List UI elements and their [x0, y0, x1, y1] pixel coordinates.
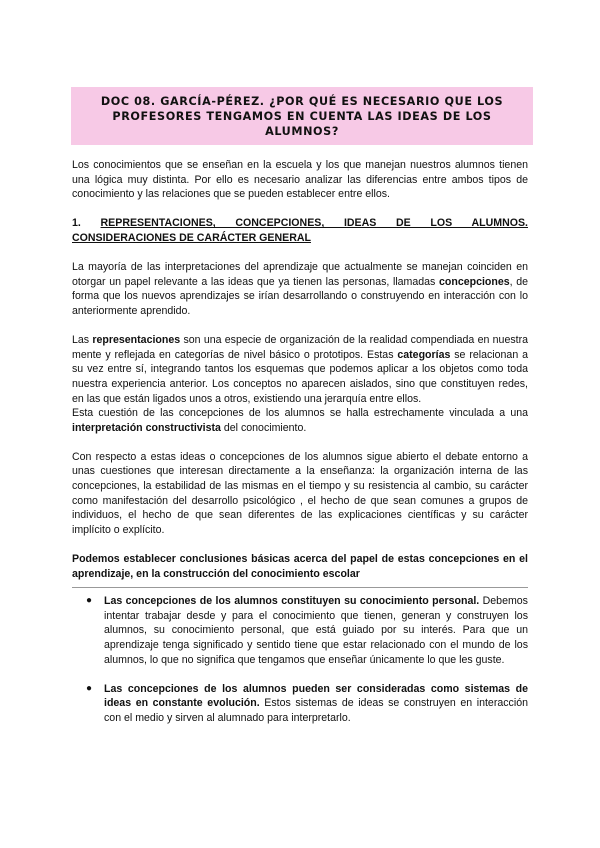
bullet-icon: ●	[86, 595, 93, 607]
concepciones-paragraph: La mayoría de las interpretaciones del aprendizaje que actualmente se manejan coinciden en otorgar un papel relevante a las ideas que ya tienen las personas, llamadas concepciones, de forma que los nuevos aprendizajes se irían desarrollando o construyendo en interacción con lo anteriormente aprendido.	[72, 261, 528, 317]
list-item	[72, 682, 528, 726]
bullet-text: Debemos intentar trabajar desde y para el conocimiento que tienen, generan y construyen los alumnos, su conocimiento personal, que está guiado por su interés. Para que un aprendizaje tenga significado y sentido tiene que estar relacionado con el mundo de los alumnos, lo que no significa que tengamos que enseñar únicamente lo que les guste.	[104, 595, 528, 666]
list-item	[72, 594, 528, 667]
conclusions-list	[72, 594, 528, 725]
constructivista-paragraph: Esta cuestión de las concepciones de los alumnos se halla estrechamente vinculada a una interpretación constructivista del conocimiento.	[72, 407, 528, 434]
term-constructivista: interpretación constructivista	[72, 421, 221, 434]
representaciones-paragraph: Las representaciones son una especie de organización de la realidad compendiada en nuestra mente y reflejada en categorías de nivel básico o prototipos. Estas categorías se relacionan a su vez entre sí, integrando tantos los esquemas que podemos aplicar a los objetos como toda nuestra experiencia anterior. Los conceptos no aparecen aislados, sino que constituyen redes, en las que están ligados unos a otros, existiendo una jerarquía entre ellos.	[72, 334, 529, 405]
debate-paragraph: Con respecto a estas ideas o concepciones de los alumnos sigue abierto el debate entorno a unas cuestiones que interesan directamente a la enseñanza: la organización interna de las concepciones, la estabilidad de las mismas en el tiempo y su resistencia al cambio, su carácter como manifestación del desarrollo psicológico , el hecho de que sean comunes a grupos de individuos, el hecho de que sean diferentes de las explicaciones científicas y su carácter implícito o explícito.	[72, 450, 528, 536]
section-title: REPRESENTACIONES, CONCEPCIONES, IDEAS DE LOS ALUMNOS. CONSIDERACIONES DE CARÁCTER GENERAL	[72, 217, 528, 244]
bullet-lead: Las concepciones de los alumnos constituyen su conocimiento personal.	[104, 595, 480, 608]
bullet-icon: ●	[86, 682, 93, 694]
intro-paragraph: Los conocimientos que se enseñan en la escuela y los que manejan nuestros alumnos tienen una lógica muy distinta. Por ello es necesario analizar las diferencias entre ambos tipos de conocimiento y las relaciones que se pueden establecer entre ellos.	[72, 159, 528, 201]
term-concepciones: concepciones	[438, 275, 510, 288]
section-heading	[72, 216, 528, 245]
bullet-lead: Las concepciones de los alumnos pueden ser consideradas como sistemas de ideas en constante evolución.	[104, 682, 528, 710]
bullet-text: Estos sistemas de ideas se construyen en interacción con el medio y sirven al alumnado para interpretarlo.	[104, 697, 528, 724]
term-categorias: categorías	[397, 348, 451, 361]
section-number: 1.	[72, 217, 81, 230]
term-representaciones: representaciones	[92, 334, 181, 347]
title-banner	[71, 87, 533, 145]
document-body	[72, 158, 528, 726]
document-title: DOC 08. GARCÍA-PÉREZ. ¿POR QUÉ ES NECESARIO QUE LOS PROFESORES TENGAMOS EN CUENTA LAS IDEAS DE LOS ALUMNOS?	[100, 94, 504, 138]
conclusions-heading: Podemos establecer conclusiones básicas acerca del papel de estas concepciones en el aprendizaje, en la construcción del conocimiento escolar	[72, 553, 528, 580]
divider-line	[72, 587, 528, 588]
